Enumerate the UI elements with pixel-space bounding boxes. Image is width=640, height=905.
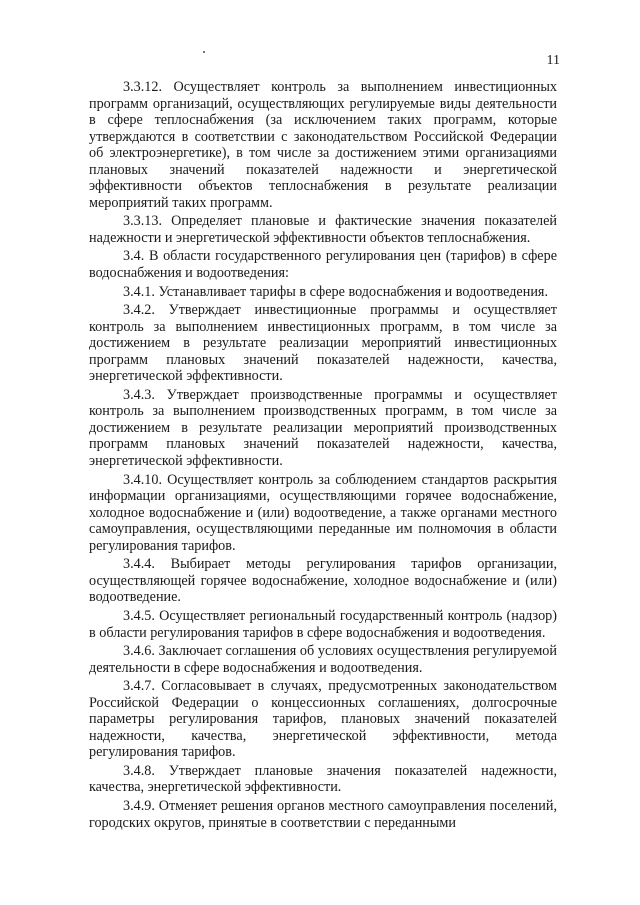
paragraph-3-4-10: 3.4.10. Осуществляет контроль за соблюдением стандартов раскрытия информации организациями, осуществляющими горячее водоснабжение, холодное водоснабжение и (или) водоотведение, а также органами местного самоуправления, осуществляющими переданные им полномочия в области регулирования тарифов. bbox=[89, 471, 557, 554]
paragraph-3-4-8: 3.4.8. Утверждает плановые значения показателей надежности, качества, энергетической эффективности. bbox=[89, 762, 557, 796]
paragraph-3-4-1: 3.4.1. Устанавливает тарифы в сфере водоснабжения и водоотведения. bbox=[123, 283, 548, 300]
paragraph-3-4-2: 3.4.2. Утверждает инвестиционные программы и осуществляет контроль за выполнением инвестиционных программ, в том числе за достижением в результате реализации мероприятий инвестиционных программ плановых значений показателей надежности, качества, энергетической эффективности. bbox=[89, 302, 557, 385]
scan-mark bbox=[203, 51, 205, 53]
paragraph-3-4-9: 3.4.9. Отменяет решения органов местного самоуправления поселений, городских округов, принятые в соответствии с переданными bbox=[89, 797, 557, 831]
paragraph-3-3-13: 3.3.13. Определяет плановые и фактические значения показателей надежности и энергетической эффективности объектов теплоснабжения. bbox=[89, 213, 557, 246]
paragraph-3-4: 3.4. В области государственного регулирования цен (тарифов) в сфере водоснабжения и водоотведения: bbox=[89, 248, 557, 282]
paragraph-3-4-6: 3.4.6. Заключает соглашения об условиях осуществления регулируемой деятельности в сфере водоснабжения и водоотведения. bbox=[89, 643, 557, 676]
paragraph-3-4-5: 3.4.5. Осуществляет региональный государственный контроль (надзор) в области регулирования тарифов в сфере водоснабжения и водоотведения. bbox=[89, 607, 557, 641]
document-body bbox=[89, 79, 557, 833]
page-number: 11 bbox=[546, 53, 560, 68]
paragraph-3-4-3: 3.4.3. Утверждает производственные программы и осуществляет контроль за выполнением производственных программ, в том числе за достижением в результате реализации мероприятий производственных программ плановых значений показателей надежности, качества, энергетической эффективности. bbox=[89, 386, 557, 470]
paragraph-3-3-12: 3.3.12. Осуществляет контроль за выполнением инвестиционных программ организаций, осуществляющих регулируемые виды деятельности в сфере теплоснабжения (за исключением таких программ, которые утверждаются в соответствии с законодательством Российской Федерации об электроэнергетике), в том числе за достижением этими организациями плановых значений показателей надежности и энергетической эффективности объектов теплоснабжения в результате реализации мероприятий таких программ. bbox=[89, 79, 557, 211]
paragraph-3-4-4: 3.4.4. Выбирает методы регулирования тарифов организации, осуществляющей горячее водоснабжение, холодное водоснабжение и (или) водоотведение. bbox=[89, 556, 557, 606]
paragraph-3-4-7: 3.4.7. Согласовывает в случаях, предусмотренных законодательством Российской Федерации о концессионных соглашениях, долгосрочные параметры регулирования тарифов, плановых значений показателей надежности, качества, энергетической эффективности, метода регулирования тарифов. bbox=[89, 678, 557, 761]
